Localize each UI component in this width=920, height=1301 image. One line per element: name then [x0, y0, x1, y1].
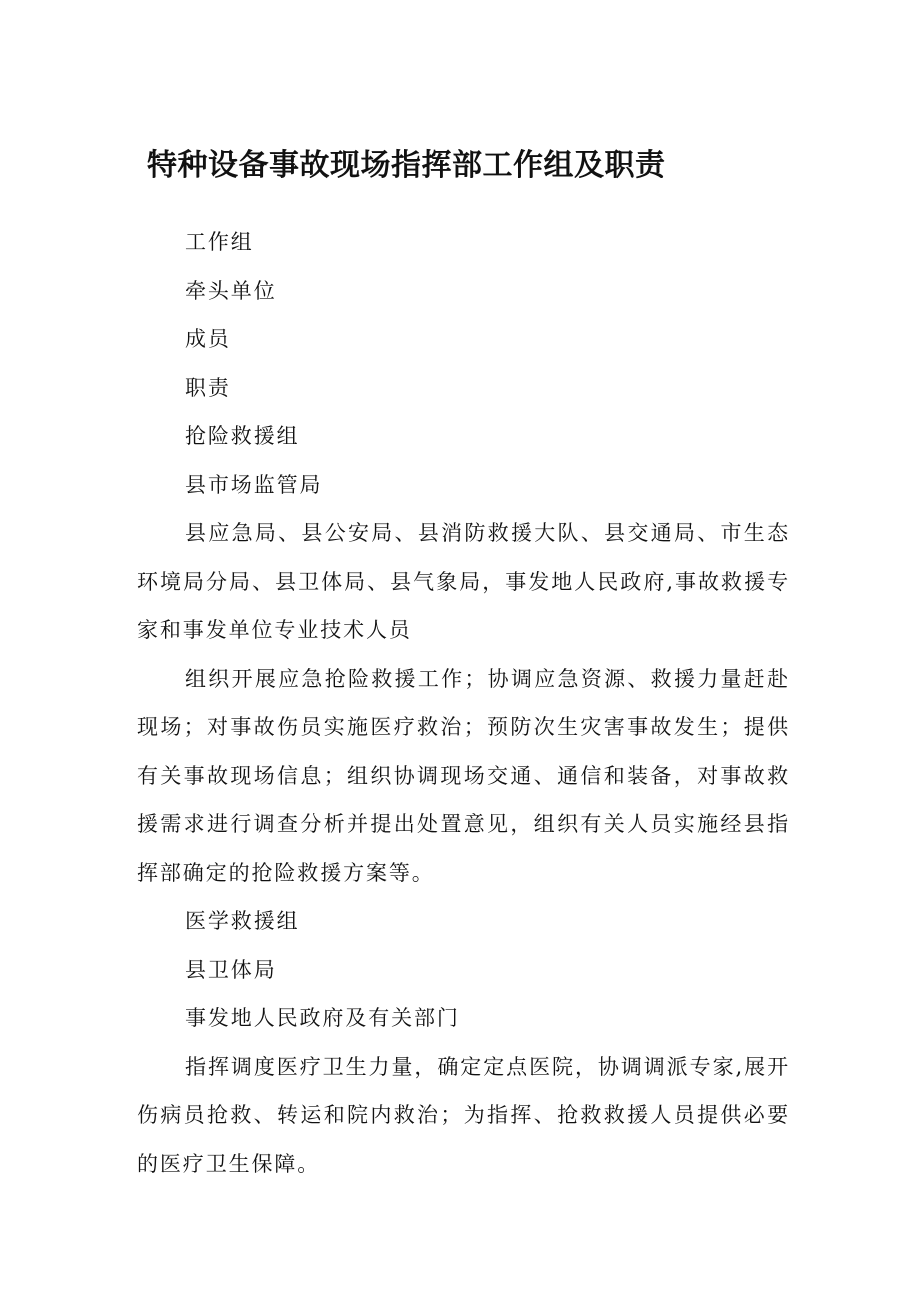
paragraph-rescue-group-members: 县应急局、县公安局、县消防救援大队、县交通局、市生态环境局分局、县卫体局、县气象局，事发地人民政府,事故救援专家和事发单位专业技术人员 [137, 521, 790, 642]
document-title: 特种设备事故现场指挥部工作组及职责 [147, 148, 666, 183]
paragraph-work-group-header: 工作组 [185, 230, 254, 254]
paragraph-rescue-group-duties: 组织开展应急抢险救援工作；协调应急资源、救援力量赶赴现场；对事故伤员实施医疗救治；预防次生灾害事故发生；提供有关事故现场信息；组织协调现场交通、通信和装备，对事故救援需求进行调查分析并提出处置意见，组织有关人员实施经县指挥部确定的抢险救援方案等。 [137, 666, 790, 885]
paragraph-lead-unit-header: 牵头单位 [185, 278, 277, 303]
paragraph-medical-group-name: 医学救援组 [185, 909, 300, 933]
paragraph-medical-group-members: 事发地人民政府及有关部门 [185, 1006, 460, 1030]
paragraph-rescue-group-lead: 县市场监管局 [185, 472, 323, 497]
paragraph-duties-header: 职责 [185, 375, 231, 400]
paragraph-members-header: 成员 [185, 327, 231, 351]
paragraph-medical-group-duties: 指挥调度医疗卫生力量，确定定点医院，协调调派专家,展开伤病员抢救、转运和院内救治；为指挥、抢救救援人员提供必要的医疗卫生保障。 [137, 1054, 790, 1176]
paragraph-rescue-group-name: 抢险救援组 [185, 424, 300, 448]
document-body [137, 218, 790, 1188]
paragraph-medical-group-lead: 县卫体局 [185, 957, 277, 982]
